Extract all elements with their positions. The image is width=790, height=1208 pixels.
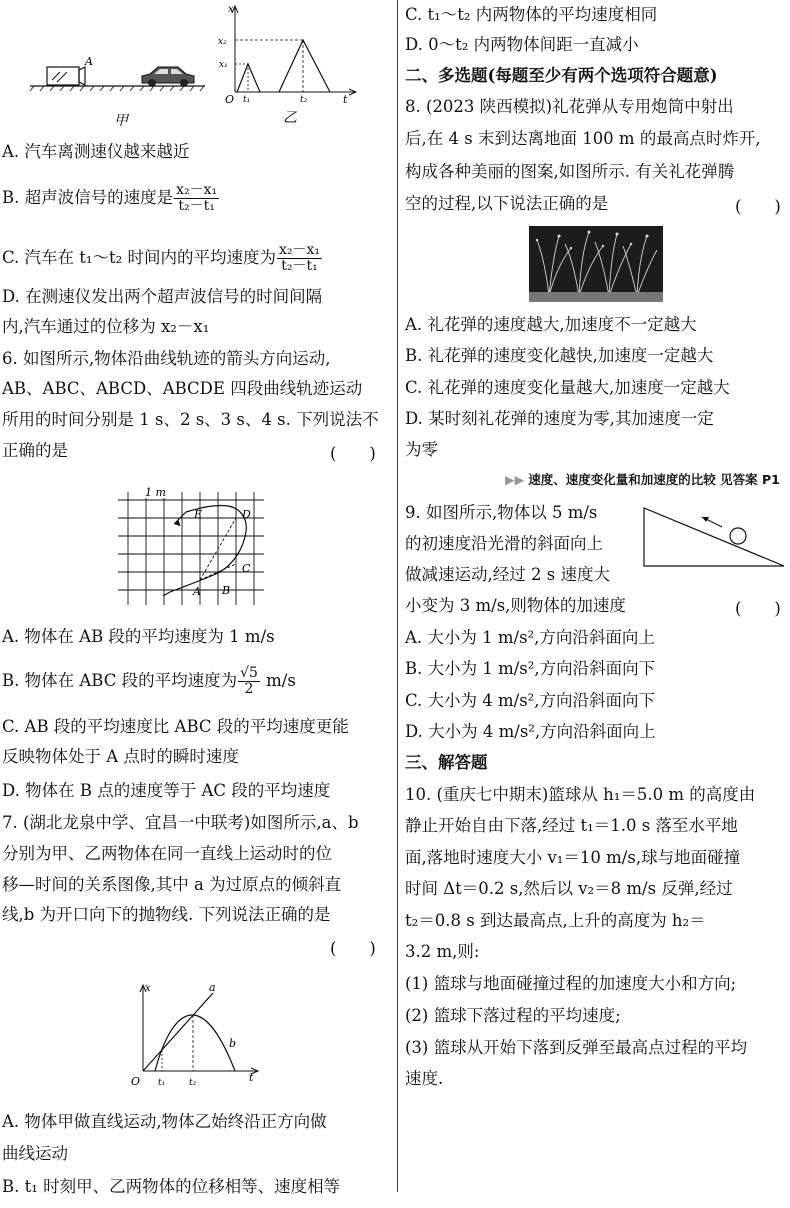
q7-option-b: B. t₁ 时刻甲、乙两物体的位移相等、速度相等 xyxy=(2,1177,341,1196)
q8-stem-line1: 8. (2023 陕西模拟)礼花弹从专用炮筒中射出 xyxy=(405,97,734,116)
q7-xt-graph xyxy=(125,975,265,1093)
q5-option-a: A. 汽车离测速仪越来越近 xyxy=(2,142,190,161)
q10-sub-2: (2) 篮球下落过程的平均速度; xyxy=(405,1006,621,1025)
xt-graph-yi xyxy=(215,0,365,125)
point-label-c: C xyxy=(242,562,251,575)
figure-label-yi: 乙 xyxy=(283,110,297,126)
q7-option-a-line2: 曲线运动 xyxy=(2,1144,68,1163)
section-answer-heading: 三、解答题 xyxy=(405,753,488,772)
q6-option-b xyxy=(2,666,296,697)
curve-label-b: b xyxy=(229,1037,237,1050)
q7-tick-label-t2: t₂ xyxy=(189,1078,197,1088)
fireworks-photo xyxy=(529,226,663,302)
q5-option-b xyxy=(2,183,220,214)
q7-tick-label-t1: t₁ xyxy=(158,1078,166,1088)
q6-option-c-line1: C. AB 段的平均速度比 ABC 段的平均速度更能 xyxy=(2,717,349,736)
point-label-e: E xyxy=(194,508,203,521)
q6-option-b-text: B. 物体在 ABC 段的平均速度为 xyxy=(2,671,238,690)
q7-stem-line1: 7. (湖北龙泉中学、宜昌一中联考)如图所示,a、b xyxy=(2,813,359,832)
q9-stem-line2: 的初速度沿光滑的斜面向上 xyxy=(405,534,603,553)
tick-label-x1: x₁ xyxy=(219,60,228,70)
q8-option-d-line2: 为零 xyxy=(405,440,438,459)
q6-option-b-fraction: $\frac{√5}{2}$ xyxy=(240,665,258,697)
q7-axis-label-x: x xyxy=(145,983,151,994)
q6-option-b-unit: m/s xyxy=(266,671,296,690)
q6-option-d: D. 物体在 B 点的速度等于 AC 段的平均速度 xyxy=(2,781,331,800)
q5-option-b-text: B. 超声波信号的速度是 xyxy=(2,188,174,207)
axis-label-t: t xyxy=(343,93,348,106)
q7-stem-line2: 分别为甲、乙两物体在同一直线上运动时的位 xyxy=(2,844,332,863)
q7-origin-label: O xyxy=(131,1075,141,1088)
q8-stem-line3: 构成各种美丽的图案,如图所示. 有关礼花弹腾 xyxy=(405,162,735,181)
q10-stem-line5: t₂＝0.8 s 到达最高点,上升的高度为 h₂＝ xyxy=(405,911,706,930)
q9-incline-figure xyxy=(640,500,790,570)
q10-sub-3-line2: 速度. xyxy=(405,1069,444,1088)
tick-label-t2: t₂ xyxy=(300,95,308,105)
q7-answer-blank: ( ) xyxy=(330,939,376,958)
q8-option-a: A. 礼花弹的速度越大,加速度不一定越大 xyxy=(405,315,697,334)
q5-option-c xyxy=(2,243,323,274)
q9-option-a: A. 大小为 1 m/s²,方向沿斜面向上 xyxy=(405,628,655,647)
q9-stem-line1: 9. 如图所示,物体以 5 m/s xyxy=(405,503,598,522)
q5-option-d-line2: 内,汽车通过的位移为 x₂－x₁ xyxy=(2,317,210,336)
q8-option-d-line1: D. 某时刻礼花弹的速度为零,其加速度一定 xyxy=(405,409,714,428)
q9-option-c: C. 大小为 4 m/s²,方向沿斜面向下 xyxy=(405,691,656,710)
q10-stem-line1: 10. (重庆七中期末)篮球从 h₁＝5.0 m 的高度由 xyxy=(405,785,756,804)
figure-label-jia: 甲 xyxy=(114,113,128,129)
topic-banner: ▶▶ 速度、速度变化量和加速度的比较 见答案 P1 xyxy=(505,472,780,487)
line-a xyxy=(143,993,213,1071)
section-multi-choice-heading: 二、多选题(每题至少有两个选项符合题意) xyxy=(405,66,718,85)
tick-label-x2: x₂ xyxy=(218,37,227,47)
q6-answer-blank: ( ) xyxy=(330,444,376,463)
q9-stem-line4: 小变为 3 m/s,则物体的加速度 xyxy=(405,596,626,615)
curve-label-a: a xyxy=(209,981,216,994)
point-label-b: B xyxy=(222,584,231,597)
grid-scale-label: 1 m xyxy=(145,486,166,499)
q5-option-c-fraction: $\frac{\text{x₂－x₁}}{\text{t₂－t₁}}$ xyxy=(279,242,321,274)
q7-option-a-line1: A. 物体甲做直线运动,物体乙始终沿正方向做 xyxy=(2,1112,327,1131)
q8-stem-line2: 后,在 4 s 末到达离地面 100 m 的最高点时炸开, xyxy=(405,129,761,148)
q6-stem-line2: AB、ABC、ABCD、ABCDE 四段曲线轨迹运动 xyxy=(2,379,363,398)
q9-stem-line3: 做减速运动,经过 2 s 速度大 xyxy=(405,565,610,584)
q8-answer-blank: ( ) xyxy=(735,197,781,216)
q10-stem-line6: 3.2 m,则: xyxy=(405,942,480,961)
q5-option-d-line1: D. 在测速仪发出两个超声波信号的时间间隔 xyxy=(2,287,323,306)
q6-trajectory-grid xyxy=(108,480,288,610)
q9-answer-blank: ( ) xyxy=(735,599,781,618)
q7-option-c: C. t₁～t₂ 内两物体的平均速度相同 xyxy=(405,5,658,24)
q10-sub-1: (1) 篮球与地面碰撞过程的加速度大小和方向; xyxy=(405,974,737,993)
q6-stem-line4: 正确的是 xyxy=(2,441,68,460)
q8-option-b: B. 礼花弹的速度变化越快,加速度一定越大 xyxy=(405,346,714,365)
car-icon xyxy=(142,67,194,87)
q10-stem-line3: 面,落地时速度大小 v₁＝10 m/s,球与地面碰撞 xyxy=(405,848,741,867)
q7-stem-line4: 线,b 为开口向下的抛物线. 下列说法正确的是 xyxy=(2,905,331,924)
q9-option-b: B. 大小为 1 m/s²,方向沿斜面向下 xyxy=(405,659,656,678)
q6-stem-line1: 6. 如图所示,物体沿曲线轨迹的箭头方向运动, xyxy=(2,349,331,368)
origin-label: O xyxy=(225,93,235,106)
point-label-d: D xyxy=(242,508,251,521)
q10-sub-3-line1: (3) 篮球从开始下落到反弹至最高点过程的平均 xyxy=(405,1038,748,1057)
q5-option-c-text: C. 汽车在 t₁～t₂ 时间内的平均速度为 xyxy=(2,248,277,267)
ball-icon xyxy=(730,528,746,544)
speed-gun-figure xyxy=(30,50,210,130)
q9-option-d: D. 大小为 4 m/s²,方向沿斜面向上 xyxy=(405,722,656,741)
q8-stem-line4: 空的过程,以下说法正确的是 xyxy=(405,194,609,213)
q5-option-b-fraction: $\frac{\text{x₂－x₁}}{\text{t₂－t₁}}$ xyxy=(176,182,218,214)
q7-axis-label-t: t xyxy=(249,1071,254,1084)
q10-stem-line4: 时间 Δt＝0.2 s,然后以 v₂＝8 m/s 反弹,经过 xyxy=(405,879,733,898)
axis-label-x: x xyxy=(228,4,234,15)
q10-stem-line2: 静止开始自由下落,经过 t₁＝1.0 s 落至水平地 xyxy=(405,816,738,835)
tick-label-t1: t₁ xyxy=(243,95,251,105)
banner-arrow-icon: ▶▶ xyxy=(505,472,525,487)
device-label-a: A xyxy=(85,55,93,68)
q6-option-a: A. 物体在 AB 段的平均速度为 1 m/s xyxy=(2,627,275,646)
q6-option-c-line2: 反映物体处于 A 点时的瞬时速度 xyxy=(2,747,239,766)
q7-option-d: D. 0～t₂ 内两物体间距一直减小 xyxy=(405,35,639,54)
q8-option-c: C. 礼花弹的速度变化量越大,加速度一定越大 xyxy=(405,378,730,397)
point-label-a: A xyxy=(193,585,201,598)
q7-stem-line3: 移—时间的关系图像,其中 a 为过原点的倾斜直 xyxy=(2,875,342,894)
column-divider xyxy=(397,0,398,1192)
parabola-b xyxy=(155,1015,235,1071)
q6-stem-line3: 所用的时间分别是 1 s、2 s、3 s、4 s. 下列说法不 xyxy=(2,410,379,429)
